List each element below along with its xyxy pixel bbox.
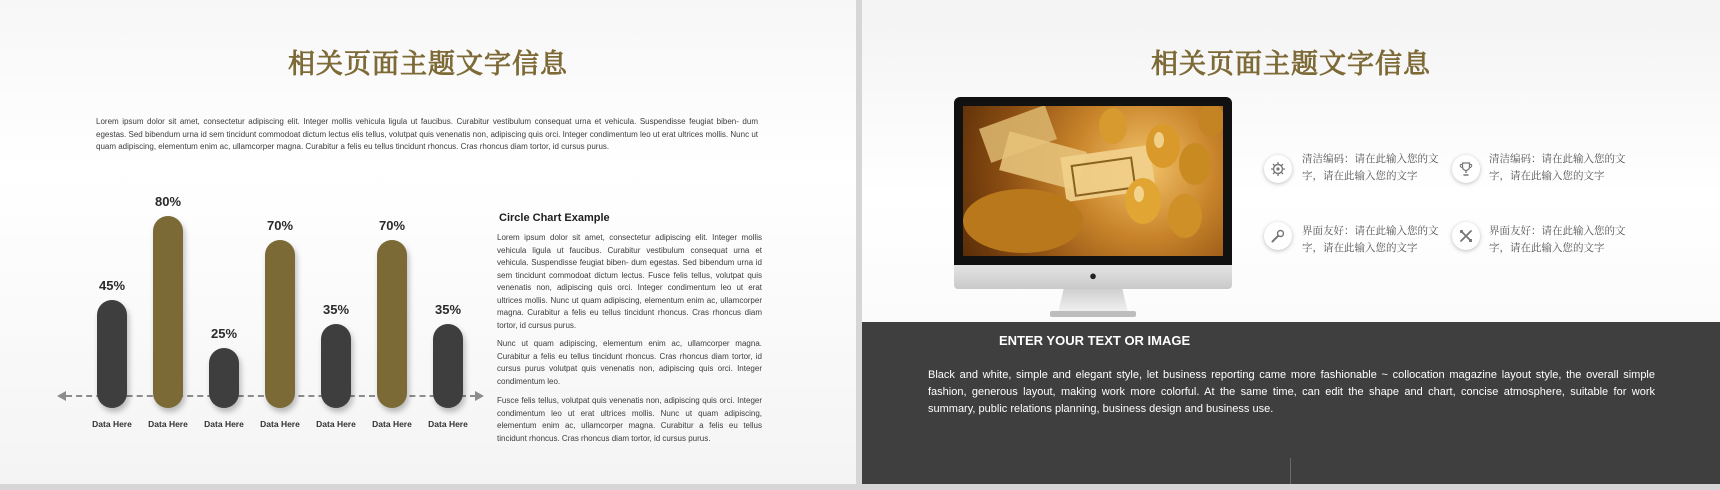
chart-data-label: 35%	[434, 302, 462, 317]
side-paragraph-3: Fusce felis tellus, volutpat quis venenatis non, adipiscing quis orci. Integer condimentum leo ut erat ultrices mollis. Nunc ut quam adipiscing, elementum enim ac, ullamcorper magna. Curabitur a felis eu tellus tincidunt rhoncus. Cras rhoncus diam tortor, id cursus purus.	[497, 396, 762, 443]
chart-category-label: Data Here	[316, 419, 356, 429]
chart-bar	[321, 324, 351, 408]
right-slide	[862, 0, 1720, 484]
chart-bar	[433, 324, 463, 408]
axis-arrow-left-icon	[57, 391, 66, 401]
monitor-chin	[954, 265, 1232, 289]
trophy-icon	[1452, 155, 1480, 183]
chart-category-label: Data Here	[204, 419, 244, 429]
feature-text-4: 界面友好：请在此输入您的文字，请在此输入您的文字	[1489, 225, 1626, 254]
axis-arrow-right-icon	[475, 391, 484, 401]
monitor-screen	[954, 97, 1232, 265]
monitor-mockup	[954, 97, 1232, 322]
chart-heading: Circle Chart Example	[499, 212, 610, 224]
chart-data-label: 70%	[378, 218, 406, 233]
side-paragraph-1: Lorem ipsum dolor sit amet, consectetur adipiscing elit. Integer mollis vehicula ligula ut faucibus. Curabitur vestibulum consequat urna et vehicula. Suspendisse feugiat biben- dum egestas. Sed bibendum urna id sem tincidunt commodoat dictum lectus. Fusce felis tellus, volutpat quis venenatis non, adipiscing quis orci. Integer condimentum leo ut erat ultrices mollis. Nunc ut quam adipiscing, elementum enim ac, ullamcorper magna. Curabitur a felis eu tellus tincidunt rhoncus. Cras rhoncus diam tortor, id cursus purus.	[497, 233, 762, 330]
panel-body-text: Black and white, simple and elegant style, let business reporting came more fashionable ~ collocation magazine layout style, the overall simple fashion, generous layout, making work more colorful. At the same time, can edit the shape and chart, concise atmosphere, suitable for work summary, public relations planning, business design and business use.	[928, 369, 1655, 415]
chart-bar	[97, 300, 127, 408]
money-eggs-image	[963, 106, 1223, 256]
monitor-stand	[1058, 289, 1128, 313]
slide-title: 相关页面主题文字信息	[288, 49, 568, 80]
chart-bar	[377, 240, 407, 408]
slide-title: 相关页面主题文字信息	[1151, 49, 1431, 80]
chart-data-label: 45%	[98, 278, 126, 293]
wrench-icon	[1264, 222, 1292, 250]
chart-category-label: Data Here	[92, 419, 132, 429]
monitor-stand-base	[1050, 311, 1136, 317]
tools-icon	[1452, 222, 1480, 250]
chart-bar	[153, 216, 183, 408]
feature-text-1: 清洁编码：请在此输入您的文字，请在此输入您的文字	[1302, 153, 1439, 182]
apple-logo-icon: ●	[1089, 268, 1097, 283]
panel-heading: ENTER YOUR TEXT OR IMAGE	[999, 333, 1191, 348]
chart-category-label: Data Here	[372, 419, 412, 429]
intro-paragraph: Lorem ipsum dolor sit amet, consectetur adipiscing elit. Integer mollis vehicula ligula ut faucibus. Curabitur vestibulum consequat urna et vehicula. Suspendisse feugiat biben- dum egestas. Sed bibendum urna id sem tincidunt commodoat dictum lectus elis tellus, volutpat quis venenatis non, adipiscing quis orci. Integer condimentum leo ut erat ultrices mollis. Nunc ut quam adipiscing, elementum enim ac, ullamcorper magna. Curabitur a felis eu tellus tincidunt rhoncus. Cras rhoncus diam tortor, id cursus purus.	[96, 117, 758, 151]
chart-category-label: Data Here	[428, 419, 468, 429]
chart-bar	[265, 240, 295, 408]
chart-bar	[209, 348, 239, 408]
chart-data-label: 35%	[322, 302, 350, 317]
gear-icon	[1264, 155, 1292, 183]
left-slide	[0, 0, 856, 484]
chart-data-label: 70%	[266, 218, 294, 233]
feature-text-2: 清洁编码：请在此输入您的文字，请在此输入您的文字	[1489, 153, 1626, 182]
chart-data-label: 25%	[210, 326, 238, 341]
feature-text-3: 界面友好：请在此输入您的文字，请在此输入您的文字	[1302, 225, 1439, 254]
chart-data-label: 80%	[154, 194, 182, 209]
panel-divider	[1290, 458, 1291, 484]
chart-category-label: Data Here	[148, 419, 188, 429]
side-paragraph-2: Nunc ut quam adipiscing, elementum enim ac, ullamcorper magna. Curabitur a felis eu tellus tincidunt rhoncus. Cras rhoncus diam tortor, id cursus purus volutpat quis venenatis non, adipiscing quis orci. Integer condimentum leo.	[497, 339, 762, 386]
chart-category-label: Data Here	[260, 419, 300, 429]
